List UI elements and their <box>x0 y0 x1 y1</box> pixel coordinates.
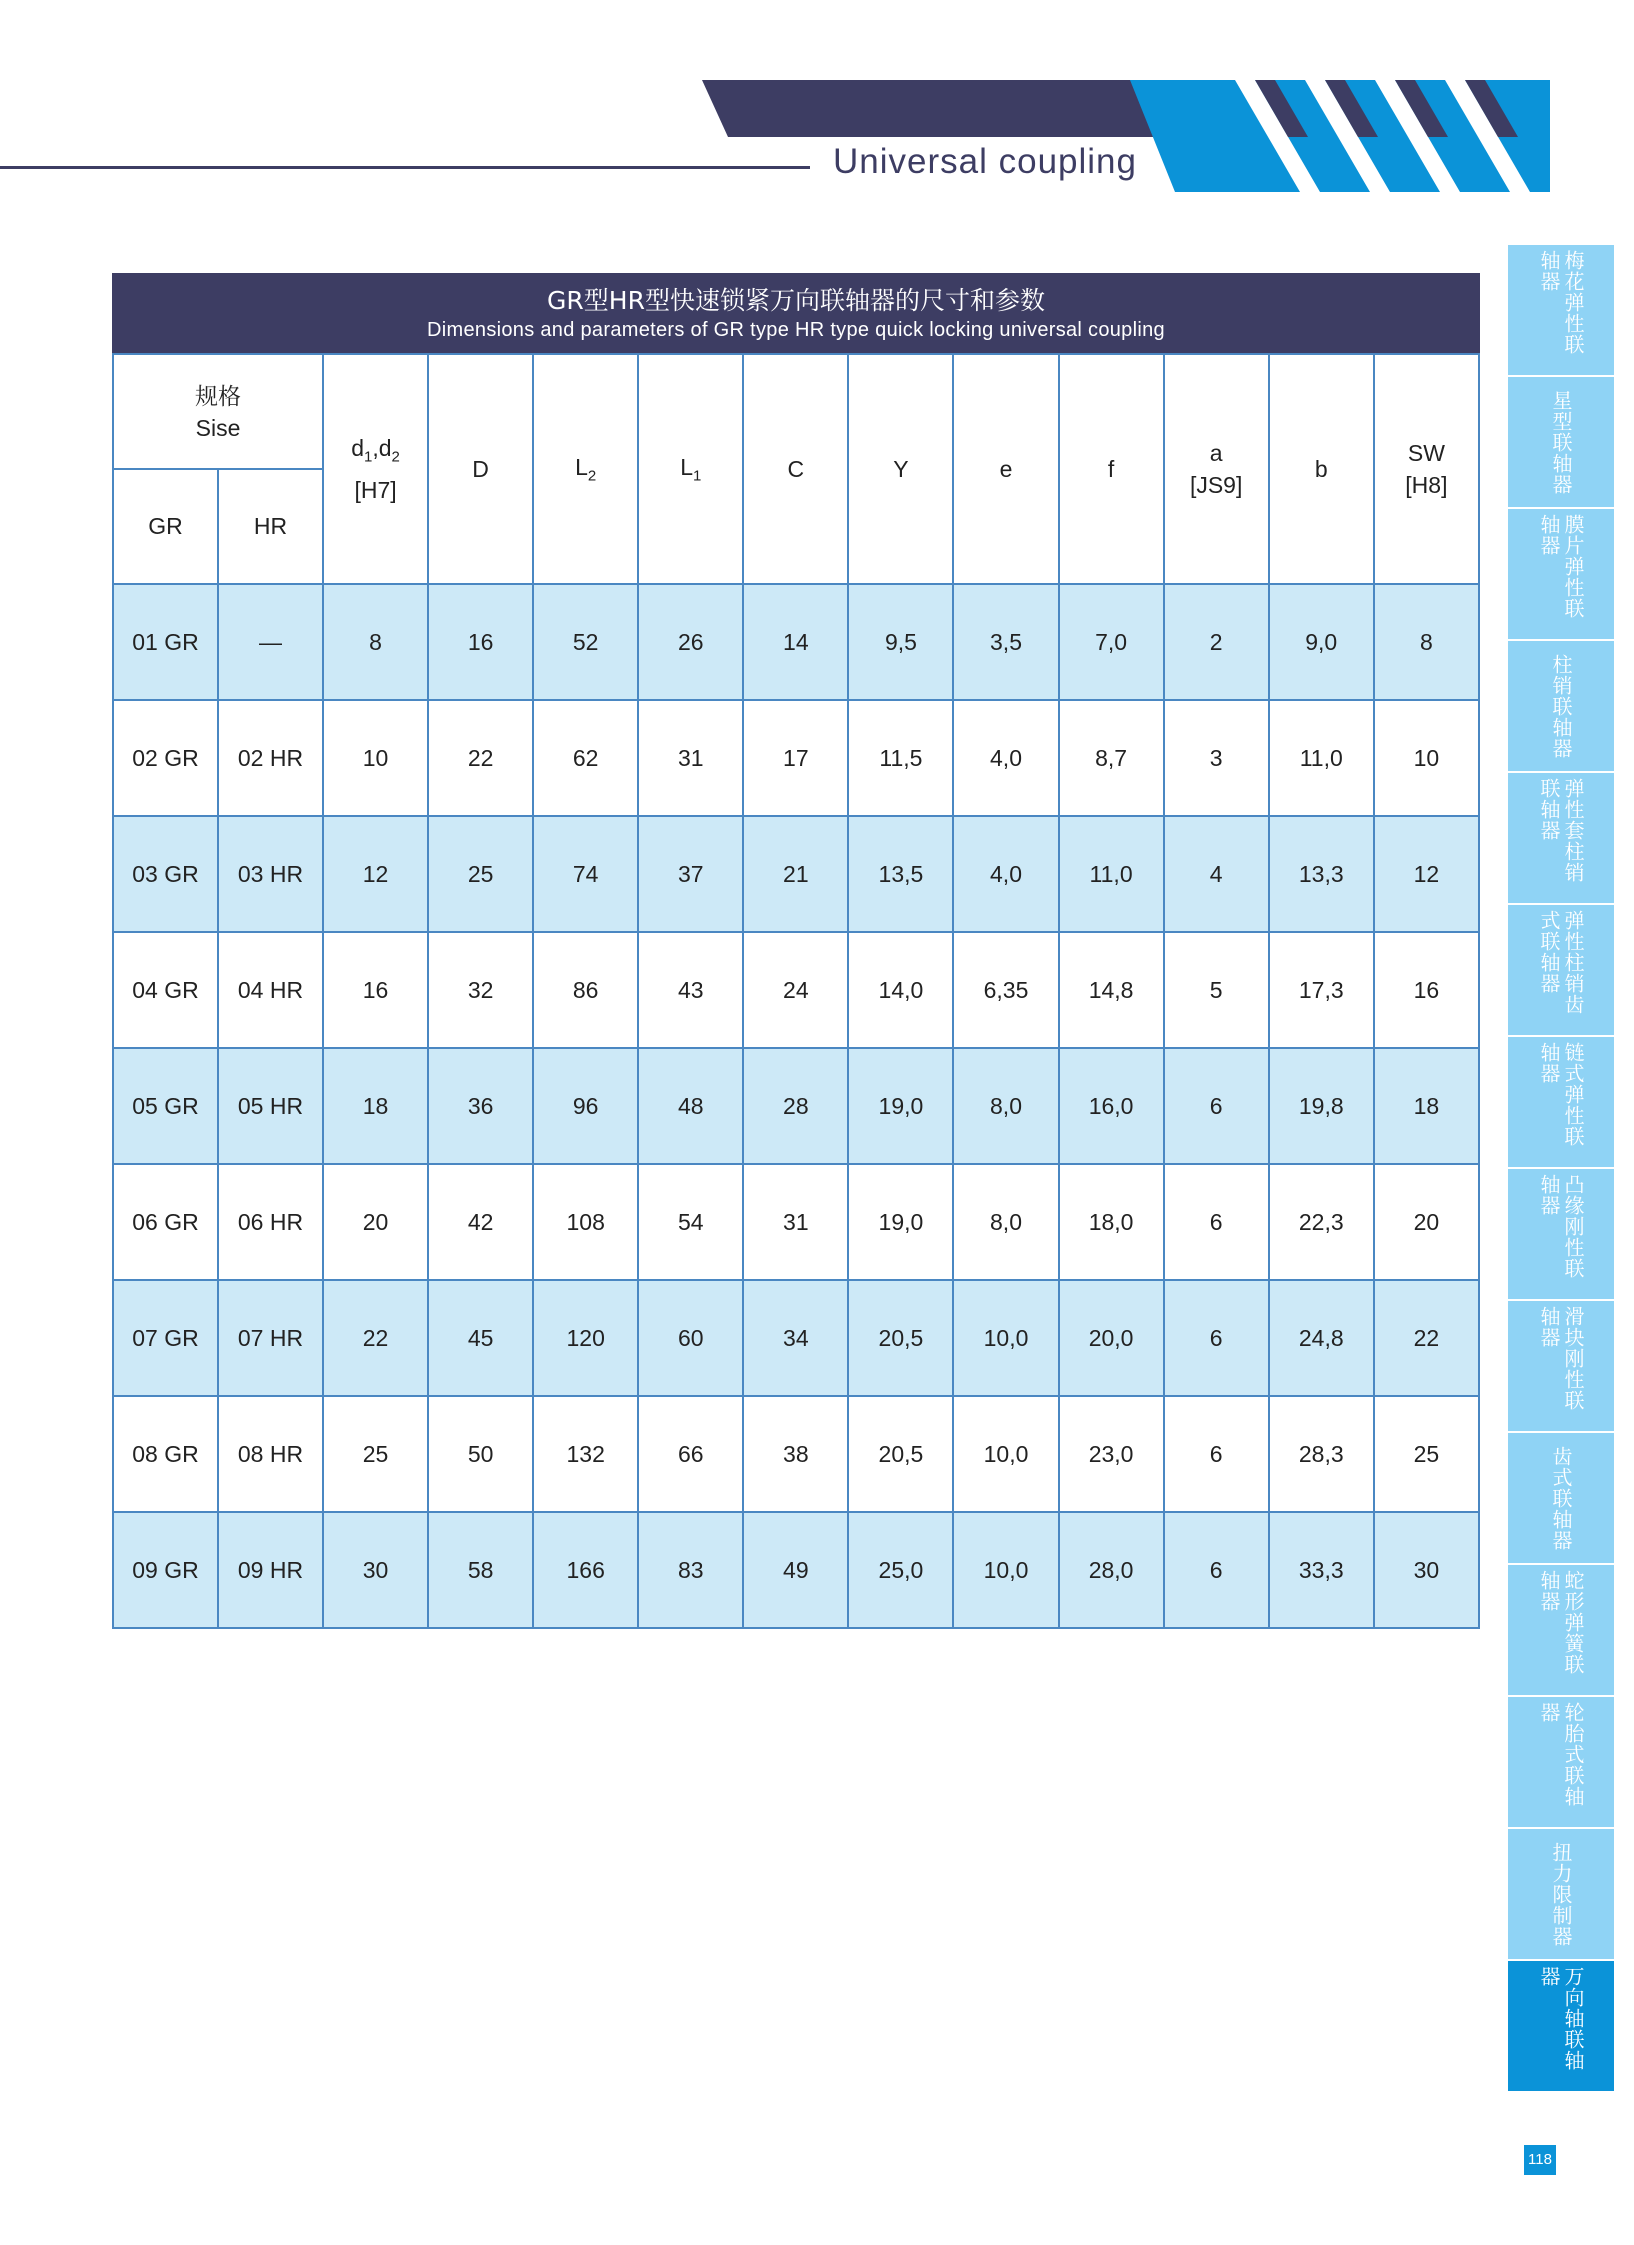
table-cell: 28 <box>743 1048 848 1164</box>
table-cell: 16 <box>428 584 533 700</box>
table-cell: 23,0 <box>1059 1396 1164 1512</box>
table-cell: 20,5 <box>848 1396 953 1512</box>
table-cell: 09 GR <box>113 1512 218 1628</box>
side-nav-label: 轮胎式联轴器 <box>1537 1702 1585 1807</box>
table-cell: 52 <box>533 584 638 700</box>
table-cell: 6 <box>1164 1280 1269 1396</box>
col-header-L1: $L_1$ <box>638 354 743 584</box>
table-cell: 25 <box>1374 1396 1479 1512</box>
table-cell: 83 <box>638 1512 743 1628</box>
table-cell: 20 <box>1374 1164 1479 1280</box>
table-cell: 120 <box>533 1280 638 1396</box>
table-cell: 22 <box>1374 1280 1479 1396</box>
col-header-L2: $L_2$ <box>533 354 638 584</box>
table-cell: 8,7 <box>1059 700 1164 816</box>
table-cell: 32 <box>428 932 533 1048</box>
table-cell: 6 <box>1164 1512 1269 1628</box>
table-cell: 12 <box>323 816 428 932</box>
table-cell: 60 <box>638 1280 743 1396</box>
table-cell: 10 <box>1374 700 1479 816</box>
table-cell: 04 HR <box>218 932 323 1048</box>
side-nav-item[interactable] <box>1508 641 1614 771</box>
side-nav-label: 膜片弹性联轴器 <box>1537 514 1585 619</box>
table-cell: 21 <box>743 816 848 932</box>
col-header-C: C <box>743 354 848 584</box>
size-header-en: Sise <box>195 414 241 441</box>
table-cell: 45 <box>428 1280 533 1396</box>
table-cell: 14,0 <box>848 932 953 1048</box>
table-cell: 11,5 <box>848 700 953 816</box>
side-nav-label: 梅花弹性联轴器 <box>1537 250 1585 355</box>
table-cell: 25 <box>323 1396 428 1512</box>
side-nav-label: 凸缘刚性联轴器 <box>1537 1174 1585 1279</box>
table-row <box>113 932 1479 1048</box>
side-nav-item[interactable] <box>1508 1829 1614 1959</box>
side-nav-item[interactable] <box>1508 1961 1614 2091</box>
table-cell: 66 <box>638 1396 743 1512</box>
table-cell: 16 <box>323 932 428 1048</box>
table-cell: 37 <box>638 816 743 932</box>
table-cell: 108 <box>533 1164 638 1280</box>
table-cell: 34 <box>743 1280 848 1396</box>
table-cell: 54 <box>638 1164 743 1280</box>
table-cell: 06 GR <box>113 1164 218 1280</box>
table-cell: 16,0 <box>1059 1048 1164 1164</box>
table-cell: 6 <box>1164 1396 1269 1512</box>
table-cell: 10,0 <box>953 1396 1058 1512</box>
table-cell: 22,3 <box>1269 1164 1374 1280</box>
table-cell: 20,5 <box>848 1280 953 1396</box>
table-cell: 50 <box>428 1396 533 1512</box>
table-cell: 17 <box>743 700 848 816</box>
side-nav <box>1508 245 1614 2093</box>
side-nav-item[interactable] <box>1508 905 1614 1035</box>
table-cell: 96 <box>533 1048 638 1164</box>
table-cell: 10,0 <box>953 1512 1058 1628</box>
table-cell: 13,3 <box>1269 816 1374 932</box>
table-cell: 07 GR <box>113 1280 218 1396</box>
side-nav-item[interactable] <box>1508 245 1614 375</box>
table-cell: 22 <box>428 700 533 816</box>
col-header-gr: GR <box>113 469 218 584</box>
table-cell: 3 <box>1164 700 1269 816</box>
table-row <box>113 1280 1479 1396</box>
col-header-a: a [JS9] <box>1164 354 1269 584</box>
table-cell: 20 <box>323 1164 428 1280</box>
side-nav-label: 弹性套柱销联轴器 <box>1537 778 1585 883</box>
table-cell: 31 <box>638 700 743 816</box>
table-cell: 74 <box>533 816 638 932</box>
table-row <box>113 1512 1479 1628</box>
table-cell: 7,0 <box>1059 584 1164 700</box>
side-nav-item[interactable] <box>1508 377 1614 507</box>
table-cell: 16 <box>1374 932 1479 1048</box>
table-cell: 19,0 <box>848 1164 953 1280</box>
table-cell: 2 <box>1164 584 1269 700</box>
table-cell: 33,3 <box>1269 1512 1374 1628</box>
table-row <box>113 1048 1479 1164</box>
side-nav-label: 齿式联轴器 <box>1549 1445 1573 1551</box>
table-cell: 19,8 <box>1269 1048 1374 1164</box>
table-cell: 28,3 <box>1269 1396 1374 1512</box>
side-nav-item[interactable] <box>1508 1697 1614 1827</box>
table-cell: 20,0 <box>1059 1280 1164 1396</box>
table-cell: 18 <box>323 1048 428 1164</box>
col-header-D: D <box>428 354 533 584</box>
table-cell: 12 <box>1374 816 1479 932</box>
table-cell: 3,5 <box>953 584 1058 700</box>
table-cell: 26 <box>638 584 743 700</box>
table-cell: 03 GR <box>113 816 218 932</box>
side-nav-item[interactable] <box>1508 1037 1614 1167</box>
table-cell: 25 <box>428 816 533 932</box>
table-cell: 04 GR <box>113 932 218 1048</box>
table-row <box>113 584 1479 700</box>
table-cell: 86 <box>533 932 638 1048</box>
table-cell: 8 <box>1374 584 1479 700</box>
table-cell: 11,0 <box>1269 700 1374 816</box>
col-header-f: f <box>1059 354 1164 584</box>
table-cell: 30 <box>323 1512 428 1628</box>
table-cell: 18 <box>1374 1048 1479 1164</box>
col-header-e: e <box>953 354 1058 584</box>
table-cell: 19,0 <box>848 1048 953 1164</box>
table-cell: 01 GR <box>113 584 218 700</box>
size-header <box>113 354 323 469</box>
col-header-b: b <box>1269 354 1374 584</box>
table-cell: 30 <box>1374 1512 1479 1628</box>
table-cell: 10,0 <box>953 1280 1058 1396</box>
table-cell: 02 HR <box>218 700 323 816</box>
table-cell: 8,0 <box>953 1164 1058 1280</box>
table-cell: 06 HR <box>218 1164 323 1280</box>
table-cell: 25,0 <box>848 1512 953 1628</box>
table-cell: 5 <box>1164 932 1269 1048</box>
table-cell: 08 HR <box>218 1396 323 1512</box>
table-cell: 17,3 <box>1269 932 1374 1048</box>
table-cell: — <box>218 584 323 700</box>
table-cell: 49 <box>743 1512 848 1628</box>
table-row <box>113 1396 1479 1512</box>
table-cell: 132 <box>533 1396 638 1512</box>
side-nav-label: 链式弹性联轴器 <box>1537 1042 1585 1147</box>
table-cell: 28,0 <box>1059 1512 1164 1628</box>
table-cell: 6 <box>1164 1048 1269 1164</box>
table-cell: 03 HR <box>218 816 323 932</box>
table-cell: 38 <box>743 1396 848 1512</box>
table-cell: 18,0 <box>1059 1164 1164 1280</box>
header-title: Universal coupling <box>833 142 1137 181</box>
side-nav-item[interactable] <box>1508 1565 1614 1695</box>
table-row <box>113 816 1479 932</box>
table-cell: 36 <box>428 1048 533 1164</box>
table-cell: 10 <box>323 700 428 816</box>
table-cell: 31 <box>743 1164 848 1280</box>
side-nav-label: 滑块刚性联轴器 <box>1537 1306 1585 1411</box>
size-header-cn: 规格 <box>195 382 241 409</box>
col-header-hr: HR <box>218 469 323 584</box>
table-cell: 6 <box>1164 1164 1269 1280</box>
side-nav-item[interactable] <box>1508 509 1614 639</box>
table-cell: 24 <box>743 932 848 1048</box>
table-title-bar <box>112 273 1480 353</box>
table-row <box>113 700 1479 816</box>
side-nav-label: 蛇形弹簧联轴器 <box>1537 1570 1585 1675</box>
table-cell: 13,5 <box>848 816 953 932</box>
side-nav-label: 万向轴联轴器 <box>1537 1966 1585 2071</box>
table-cell: 42 <box>428 1164 533 1280</box>
side-nav-label: 弹性柱销齿式联轴器 <box>1537 910 1585 1015</box>
col-header-SW: SW [H8] <box>1374 354 1479 584</box>
side-nav-item[interactable] <box>1508 1433 1614 1563</box>
table-cell: 6,35 <box>953 932 1058 1048</box>
dimensions-table <box>112 353 1480 1629</box>
table-cell: 09 HR <box>218 1512 323 1628</box>
table-cell: 48 <box>638 1048 743 1164</box>
table-cell: 4 <box>1164 816 1269 932</box>
table-cell: 02 GR <box>113 700 218 816</box>
table-cell: 4,0 <box>953 700 1058 816</box>
side-nav-item[interactable] <box>1508 773 1614 903</box>
side-nav-label: 柱销联轴器 <box>1549 653 1573 759</box>
side-nav-item[interactable] <box>1508 1301 1614 1431</box>
table-title-en: Dimensions and parameters of GR type HR type quick locking universal coupling <box>427 319 1165 341</box>
side-nav-label: 星型联轴器 <box>1549 389 1573 495</box>
col-header-Y: Y <box>848 354 953 584</box>
table-cell: 58 <box>428 1512 533 1628</box>
page-number: 118 <box>1524 2145 1556 2175</box>
table-cell: 11,0 <box>1059 816 1164 932</box>
table-cell: 22 <box>323 1280 428 1396</box>
table-cell: 05 HR <box>218 1048 323 1164</box>
side-nav-label: 扭力限制器 <box>1549 1841 1573 1947</box>
table-cell: 43 <box>638 932 743 1048</box>
table-cell: 05 GR <box>113 1048 218 1164</box>
table-row <box>113 1164 1479 1280</box>
table-cell: 07 HR <box>218 1280 323 1396</box>
table-cell: 14 <box>743 584 848 700</box>
table-cell: 9,0 <box>1269 584 1374 700</box>
table-body <box>113 584 1479 1628</box>
table-cell: 08 GR <box>113 1396 218 1512</box>
table-cell: 62 <box>533 700 638 816</box>
table-cell: 8 <box>323 584 428 700</box>
col-header-d1d2: $d_1,d_2$ [H7] <box>323 354 428 584</box>
table-title-cn: GR型HR型快速锁紧万向联轴器的尺寸和参数 <box>547 286 1045 315</box>
side-nav-item[interactable] <box>1508 1169 1614 1299</box>
table-cell: 8,0 <box>953 1048 1058 1164</box>
header-rule <box>0 166 810 169</box>
table-cell: 14,8 <box>1059 932 1164 1048</box>
table-cell: 166 <box>533 1512 638 1628</box>
table-cell: 4,0 <box>953 816 1058 932</box>
table-cell: 24,8 <box>1269 1280 1374 1396</box>
table-cell: 9,5 <box>848 584 953 700</box>
